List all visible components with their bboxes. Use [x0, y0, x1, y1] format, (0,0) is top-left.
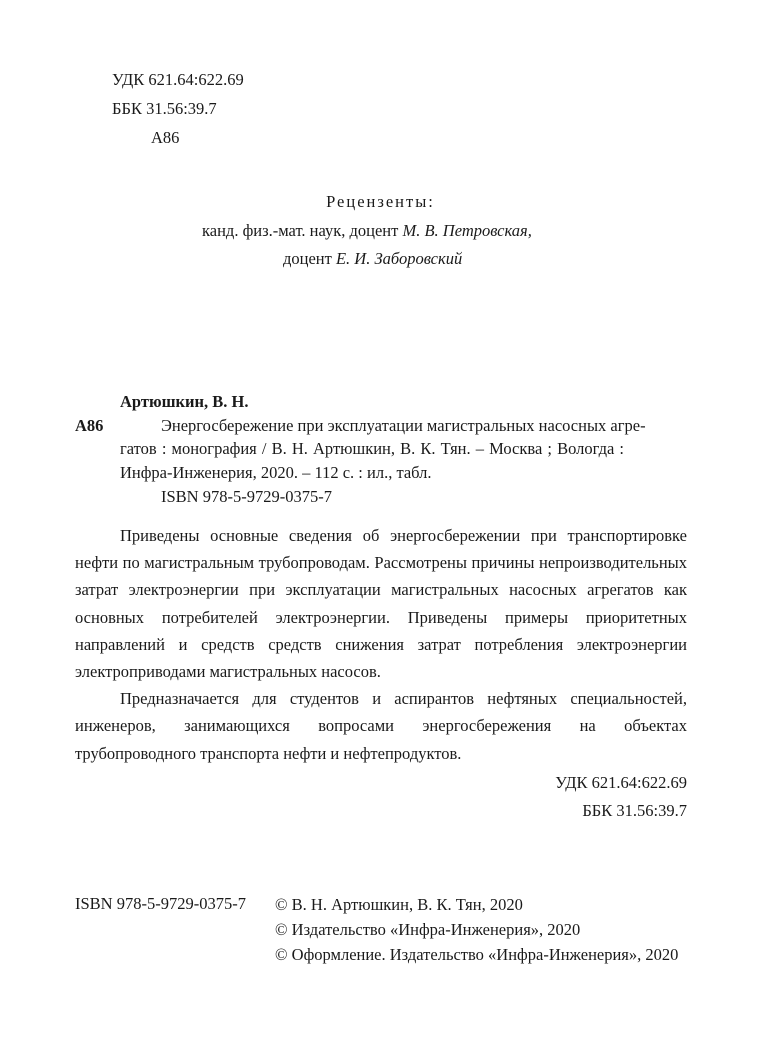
bibliography-code: А86 [75, 416, 104, 435]
reviewer-2-name: Е. И. Заборовский [335, 249, 463, 268]
udk-code-top: УДК 621.64:622.69 [112, 70, 244, 89]
bbk-code-bottom: ББК 31.56:39.7 [582, 801, 687, 820]
bibliography-line-3: Инфра-Инженерия, 2020. – 112 с. : ил., табл. [120, 463, 432, 482]
reviewer-2-degree: доцент [283, 249, 336, 268]
reviewers-title: Рецензенты: [326, 192, 435, 211]
isbn-bottom: ISBN 978-5-9729-0375-7 [75, 894, 246, 913]
abstract-paragraph-2: Предназначается для студентов и аспирантов нефтяных специальностей, инженеров, занимающихся вопросами энергосбережения на объектах трубопроводного транспорта нефти и нефтепродуктов. [75, 689, 687, 763]
bibliography-line-1: Энергосбережение при эксплуатации магистральных насосных агре- [161, 416, 646, 435]
copyright-publisher: © Издательство «Инфра-Инженерия», 2020 [275, 920, 581, 939]
reviewer-1 [202, 219, 532, 242]
reviewer-1-degree: канд. физ.-мат. наук, доцент [202, 221, 403, 240]
udk-code-bottom: УДК 621.64:622.69 [555, 773, 687, 792]
copyright-authors: © В. Н. Артюшкин, В. К. Тян, 2020 [275, 895, 523, 914]
copyright-design: © Оформление. Издательство «Инфра-Инженерия», 2020 [275, 945, 679, 964]
abstract-paragraph-1: Приведены основные сведения об энергосбережении при транспортировке нефти по магистральным трубопроводам. Рассмотрены причины непроизводительных затрат электроэнергии при эксплуатации магистральных насосных агрегатов как основных потребителей электроэнергии. Приведены примеры приоритетных направлений и средств средств снижения затрат потребления электроэнергии электроприводами магистральных насосов. [75, 526, 687, 682]
bibliography-isbn: ISBN 978-5-9729-0375-7 [161, 487, 332, 506]
reviewer-2 [283, 247, 462, 270]
bibliography-line-2: гатов : монография / В. Н. Артюшкин, В. К. Тян. – Москва ; Вологда : [120, 439, 625, 458]
copyright-block [275, 892, 678, 967]
bibliography-author: Артюшкин, В. Н. [120, 392, 249, 411]
abstract [75, 522, 687, 767]
author-sign-top: А86 [151, 128, 180, 147]
reviewer-1-name: М. В. Петровская, [402, 221, 532, 240]
bbk-code-top: ББК 31.56:39.7 [112, 99, 217, 118]
